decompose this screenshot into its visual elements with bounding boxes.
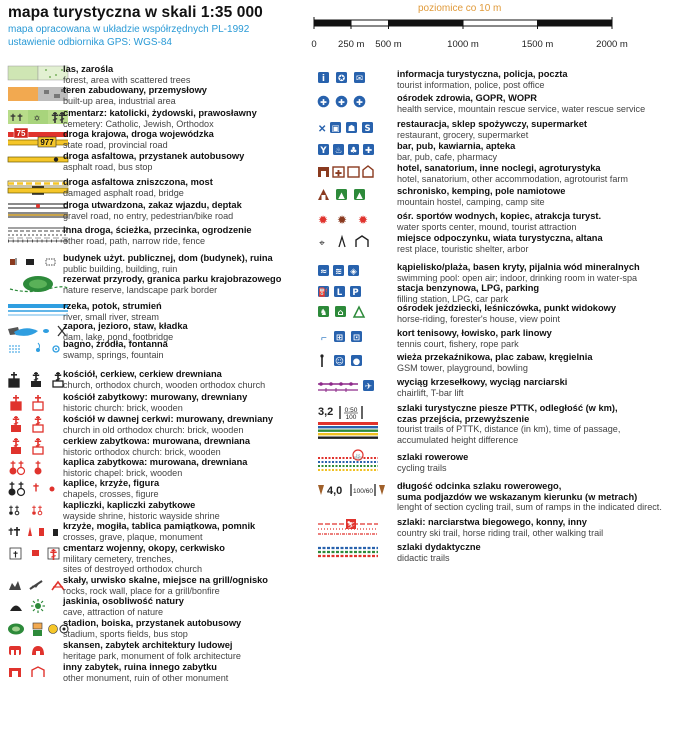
legend-label-pl: kościół zabytkowy: murowany, drewniany: [63, 392, 248, 402]
legend-label-en: other road, path, narrow ride, fence: [63, 235, 206, 246]
svg-text:✹: ✹: [357, 213, 369, 227]
legend-label-pl: szlaki dydaktyczne: [397, 542, 481, 552]
legend-label-pl: stadion, boiska, przystanek autobusowy: [63, 618, 242, 628]
legend-label-en: tourist information, police, post office: [397, 79, 545, 90]
svg-text:75: 75: [16, 129, 26, 138]
legend-label-pl: cmentarz wojenny, okopy, cerkwisko: [63, 543, 225, 553]
svg-text:⛽: ⛽: [318, 288, 329, 298]
legend-label-pl: droga asfaltowa zniszczona, most: [63, 177, 213, 187]
legend-text: [63, 521, 255, 542]
legend-label-pl: ośrodek zdrowia, GOPR, WOPR: [397, 93, 537, 103]
svg-text:⌂: ⌂: [337, 308, 344, 318]
gps-setting-note: ustawienie odbiornika GPS: WGS-84: [8, 37, 172, 48]
legend-text: [63, 64, 190, 85]
coordinate-system-note: mapa opracowana w układzie współrzędnych PL-1992: [8, 24, 250, 35]
legend-label-pl: kaplice, krzyże, figura: [63, 478, 160, 488]
svg-text:⊞: ⊞: [335, 333, 344, 343]
legend-label-en: damaged asphalt road, bridge: [63, 187, 184, 198]
legend-label-en: crosses, grave, plaque, monument: [63, 531, 203, 542]
svg-text:✈: ✈: [364, 382, 373, 392]
legend-label-en: historic chapel: brick, wooden: [63, 467, 183, 478]
scale-label: 250 m: [338, 39, 365, 50]
svg-text:●: ●: [352, 357, 361, 367]
contour-interval-note: poziomice co 10 m: [418, 3, 502, 14]
legend-text: [397, 452, 468, 473]
legend-symbol: [318, 544, 393, 580]
legend-label-pl: długość odcinka szlaku rowerowego,: [397, 481, 562, 491]
legend-label-en: river, small river, stream: [63, 311, 160, 322]
svg-text:i: i: [322, 74, 325, 84]
legend-text: [63, 339, 168, 360]
legend-text: [63, 301, 162, 322]
legend-label-pl: ośrodek jeździecki, leśniczówka, punkt widokowy: [397, 303, 617, 313]
legend-label-pl: inna droga, ścieżka, przecinka, ogrodzenie: [63, 225, 252, 235]
legend-label-pl: suma podjazdów we wskazanym kierunku (w metrach): [397, 491, 638, 502]
legend-label-en: cemetery: Catholic, Jewish, Orthodox: [63, 118, 214, 129]
legend-text: [397, 262, 640, 283]
legend-label-pl: cmentarz: katolicki, żydowski, prawosławny: [63, 108, 257, 118]
legend-label-pl: ośr. sportów wodnych, kopiec, atrakcja turyst.: [397, 211, 602, 221]
legend-label-en: swimming pool: open air; indoor, drinking room in water-spa: [397, 272, 638, 283]
svg-text:✹: ✹: [336, 213, 348, 227]
legend-label-en: state road, provincial road: [63, 139, 168, 150]
legend-label-pl: jaskinia, osobliwość natury: [63, 596, 184, 606]
legend-label-pl: budynek użyt. publicznej, dom (budynek), ruina: [63, 253, 273, 263]
legend-label-pl: kort tenisowy, łowisko, park linowy: [397, 328, 552, 338]
svg-text:100/60: 100/60: [353, 488, 373, 495]
legend-label-pl: szlaki turystyczne piesze PTTK, odległość (w km),: [397, 403, 618, 413]
legend-text: [397, 352, 592, 373]
legend-text: [63, 392, 247, 413]
legend-label-en: forest, area with scattered trees: [63, 74, 191, 85]
legend-text: [397, 377, 567, 398]
legend-label-pl: stacja benzynowa, LPG, parking: [397, 283, 540, 293]
legend-label-pl: kościół, cerkiew, cerkiew drewniana: [63, 369, 222, 379]
legend-label-pl: kapliczki, kapliczki zabytkowe: [63, 500, 196, 510]
legend-label-pl: miejsce odpoczynku, wiata turystyczna, altana: [397, 233, 603, 243]
legend-label-pl: bar, pub, kawiarnia, apteka: [397, 141, 516, 151]
legend-label-en: public building, building, ruin: [63, 263, 178, 274]
svg-text:⌖: ⌖: [319, 238, 325, 249]
scale-label: 1500 m: [521, 39, 554, 50]
legend-label-en: mountain hostel, camping, camp site: [397, 196, 545, 207]
legend-text: [63, 274, 281, 295]
legend-label-en: heritage park, monument of folk architecture: [63, 650, 241, 661]
svg-text:▲: ▲: [338, 191, 345, 201]
legend-text: [63, 640, 241, 661]
legend-label-en: historic church: brick, wooden: [63, 402, 183, 413]
legend-text: [63, 596, 184, 617]
legend-text: [63, 457, 247, 478]
legend-text: [63, 253, 273, 274]
scale-bar-graphic: [314, 17, 614, 35]
legend-label-pl: wieża przekaźnikowa, plac zabaw, kręgielnia: [397, 352, 593, 362]
legend-label-en: chapels, crosses, figure: [63, 488, 159, 499]
legend-label-en: lenght of section cycling trail, sum of ramps in the indicated direct.: [397, 502, 662, 512]
legend-text: [63, 575, 268, 596]
legend-text: [397, 186, 565, 207]
legend-label-pl: bagno, źródła, fontanna: [63, 339, 168, 349]
svg-text:⌐: ⌐: [321, 333, 327, 344]
legend-text: [397, 403, 620, 445]
svg-text:977: 977: [40, 138, 54, 147]
legend-text: [63, 85, 207, 106]
legend-text: [63, 662, 228, 683]
svg-text:▣: ▣: [331, 124, 340, 134]
legend-label-en: military cemetery, trenches,: [63, 553, 174, 564]
legend-label-en: asphalt road, bus stop: [63, 161, 153, 172]
legend-label-en: didactic trails: [397, 552, 450, 563]
legend-label-en: tourist trails of PTTK, distance (in km), time of passage,: [397, 424, 621, 434]
legend-text: [397, 303, 616, 324]
svg-text:S: S: [364, 124, 371, 134]
legend-text: [397, 119, 587, 140]
svg-text:✚: ✚: [335, 169, 342, 178]
legend-label-pl: skansen, zabytek architektury ludowej: [63, 640, 233, 650]
legend-label-pl: rezerwat przyrody, granica parku krajobrazowego: [63, 274, 282, 284]
legend-text: [397, 283, 539, 304]
legend-text: [63, 618, 241, 639]
svg-text:☺: ☺: [335, 357, 344, 367]
legend-label-en: church in old orthodox church: brick, wooden: [63, 424, 244, 435]
legend-text: [63, 225, 252, 246]
legend-text: [63, 369, 265, 390]
svg-text:✚: ✚: [356, 98, 363, 107]
legend-label-pl: droga utwardzona, zakaz wjazdu, deptak: [63, 200, 242, 210]
legend-text: [397, 542, 481, 563]
legend-text: [397, 93, 645, 114]
legend-text: [397, 328, 552, 349]
legend-label-pl: skały, urwisko skalne, miejsce na grill/ognisko: [63, 575, 268, 585]
legend-label-pl: hotel, sanatorium, inne noclegi, agroturystyka: [397, 163, 601, 173]
legend-label-pl: droga krajowa, droga wojewódzka: [63, 129, 214, 139]
svg-text:L: L: [336, 288, 343, 298]
svg-text:✕: ✕: [318, 124, 327, 135]
legend-label-pl: kąpielisko/plaża, basen kryty, pijalnia wód mineralnych: [397, 262, 640, 272]
legend-label-en: rest place, touristic shelter, arbor: [397, 243, 529, 254]
svg-text:P: P: [352, 288, 359, 298]
svg-text:4,0: 4,0: [327, 485, 343, 497]
legend-text: [397, 233, 603, 254]
legend-text: [63, 200, 242, 221]
svg-text:✚: ✚: [320, 98, 327, 107]
legend-label-en: sites of destroyed orthodox church: [63, 564, 203, 574]
legend-label-pl: zapora, jezioro, staw, kładka: [63, 321, 188, 331]
svg-text:♨: ♨: [334, 146, 343, 156]
legend-text: [63, 478, 159, 499]
legend-label-en: tennis court, fishery, rope park: [397, 338, 519, 349]
scale-label: 2000 m: [596, 39, 628, 50]
legend-text: [63, 129, 214, 150]
legend-label-pl: rzeka, potok, strumień: [63, 301, 162, 311]
legend-label-en: horse-riding, forester's house, view point: [397, 313, 560, 324]
svg-text:Y: Y: [320, 146, 327, 156]
legend-label-en: cave, attraction of nature: [63, 606, 164, 617]
legend-text: [63, 436, 250, 457]
svg-text:0:50: 0:50: [344, 407, 358, 414]
svg-text:⊡: ⊡: [352, 333, 361, 343]
legend-symbol: [318, 483, 393, 519]
svg-text:≋: ≋: [334, 267, 343, 277]
legend-label-pl: cerkiew zabytkowa: murowana, drewniana: [63, 436, 251, 446]
legend-text: [397, 211, 601, 232]
legend-label-en: bar, pub, cafe, pharmacy: [397, 151, 498, 162]
legend-text: [397, 69, 568, 90]
legend-label-pl: kaplica zabytkowa: murowana, drewniana: [63, 457, 248, 467]
svg-text:✚: ✚: [338, 98, 345, 107]
legend-text: [63, 543, 225, 575]
legend-label-en: stadium, sports fields, bus stop: [63, 628, 188, 639]
svg-text:✚: ✚: [364, 146, 373, 156]
legend-label-en: GSM tower, playground, bowling: [397, 362, 528, 373]
legend-label-en: water sports center, mound, tourist attraction: [397, 221, 577, 232]
legend-text: [63, 500, 220, 521]
legend-label-pl: informacja turystyczna, policja, poczta: [397, 69, 568, 79]
svg-text:✪: ✪: [337, 74, 346, 84]
legend-label-en: cycling trails: [397, 462, 447, 473]
legend-text: [63, 414, 273, 435]
legend-label-pl: kościół w dawnej cerkwi: murowany, drewniany: [63, 414, 274, 424]
svg-text:✹: ✹: [317, 213, 329, 227]
svg-text:♞: ♞: [319, 308, 328, 318]
svg-text:✡: ✡: [33, 114, 41, 123]
scale-label: 1000 m: [447, 39, 479, 50]
legend-text: [63, 108, 257, 129]
legend-label-en: wayside shrine, historic wayside shrine: [63, 510, 220, 521]
legend-text: [63, 177, 213, 198]
legend-label-en: church, orthodox church, wooden orthodox church: [63, 379, 266, 390]
legend-text: [397, 163, 628, 184]
legend-label-pl: szlaki rowerowe: [397, 452, 469, 462]
svg-text:✉: ✉: [355, 74, 364, 84]
legend-label-pl: teren zabudowany, przemysłowy: [63, 85, 207, 95]
legend-text: [397, 481, 662, 513]
legend-label-en: health service, mountain rescue service, water rescue service: [397, 103, 646, 114]
legend-label-en: historic orthodox church: brick, wooden: [63, 446, 221, 457]
legend-label-en: hotel, sanatorium, other accommodation, agrotourist farm: [397, 173, 628, 184]
legend-label-en: swamp, springs, fountain: [63, 349, 164, 360]
legend-label-pl: restauracja, sklep spożywczy, supermarket: [397, 119, 587, 129]
svg-text:100: 100: [345, 414, 357, 421]
scale-bar: [311, 17, 628, 50]
svg-text:⛷: ⛷: [346, 522, 356, 529]
legend-text: [397, 141, 515, 162]
legend-label-en: rocks, rock wall, place for a grill/bonfire: [63, 585, 220, 596]
legend-label-en: dam, lake, pond, footbridge: [63, 331, 174, 342]
legend-label-en: accumulated height difference: [397, 434, 519, 445]
svg-text:▲: ▲: [356, 191, 363, 201]
legend-label-pl: las, zarośla: [63, 64, 114, 74]
legend-label-pl: czas przejścia, przewyższenie: [397, 413, 530, 424]
svg-text:🚲: 🚲: [353, 453, 363, 460]
legend-label-en: gravel road, no entry, pedestrian/bike road: [63, 210, 234, 221]
map-title: mapa turystyczna w skali 1:35 000: [8, 4, 263, 21]
svg-text:☗: ☗: [347, 124, 356, 134]
legend-label-en: chairlift, T-bar lift: [397, 387, 464, 398]
legend-label-pl: inny zabytek, ruina innego zabytku: [63, 662, 217, 672]
legend-label-en: nature reserve, landscape park border: [63, 284, 218, 295]
svg-text:♣: ♣: [349, 146, 358, 156]
legend-label-pl: szlaki: narciarstwa biegowego, konny, inny: [397, 517, 587, 527]
legend-label-pl: droga asfaltowa, przystanek autobusowy: [63, 151, 245, 161]
legend-label-en: built-up area, industrial area: [63, 95, 176, 106]
svg-text:≈: ≈: [319, 267, 328, 277]
legend-label-en: country ski trail, horse riding trail, other walking trail: [397, 527, 604, 538]
legend-symbol: [318, 405, 393, 441]
svg-text:3,2: 3,2: [318, 406, 334, 418]
legend-label-pl: krzyże, mogiła, tablica pamiątkowa, pomnik: [63, 521, 256, 531]
legend-text: [63, 151, 244, 172]
legend-label-en: filling station, LPG, car park: [397, 293, 509, 304]
legend-label-pl: wyciąg krzesełkowy, wyciąg narciarski: [397, 377, 568, 387]
legend-label-pl: schronisko, kemping, pole namiotowe: [397, 186, 566, 196]
scale-label: 500 m: [375, 39, 402, 50]
legend-text: [397, 517, 603, 538]
svg-text:◈: ◈: [350, 267, 357, 277]
legend-label-en: other monument, ruin of other monument: [63, 672, 229, 683]
legend-label-en: restaurant, grocery, supermarket: [397, 129, 529, 140]
scale-label: 0: [311, 39, 317, 50]
